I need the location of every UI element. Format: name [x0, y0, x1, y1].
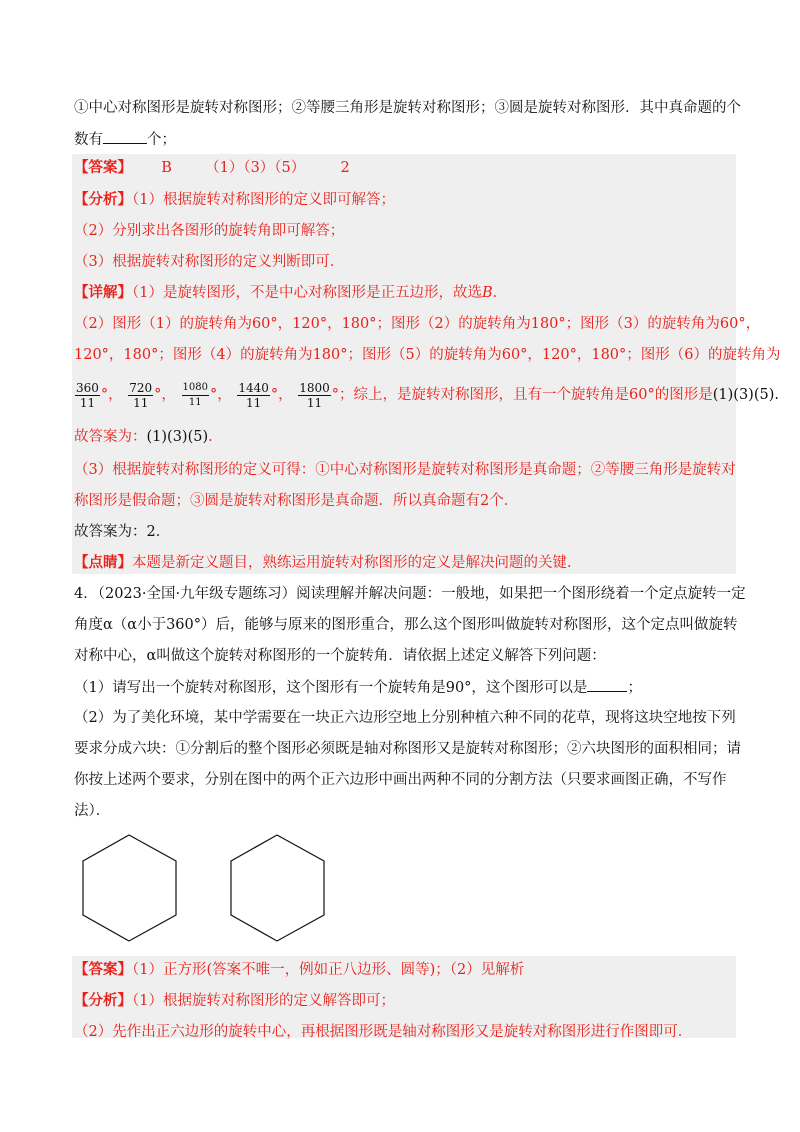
analysis-text: （1）根据旋转对称图形的定义解答即可； — [132, 993, 395, 1009]
answer-blank — [103, 129, 147, 144]
q3-statement-line1: ①中心对称图形是旋转对称图形；②等腰三角形是旋转对称图形；③圆是旋转对称图形．其中真命题的个 — [74, 100, 741, 116]
fraction: $\frac{720}{11}$ — [129, 380, 153, 410]
analysis-tag: 【分析】 — [74, 191, 132, 208]
answer-end: . — [208, 429, 213, 445]
q3-fractions-line — [74, 377, 779, 413]
answer-part2: （1）（3）（5） — [205, 160, 306, 176]
q4-analysis-line2: （2）先作出正六边形的旋转中心，再根据图形既是轴对称图形又是旋转对称图形进行作图即可． — [74, 1024, 693, 1040]
answer-prefix: 故答案为： — [74, 429, 147, 445]
fraction: $\frac{1440}{11}$ — [238, 380, 269, 410]
detail-choice: B — [481, 285, 493, 301]
analysis-tag: 【分析】 — [74, 992, 132, 1009]
result-end: . — [774, 387, 779, 403]
q3-statement-suffix: 个； — [147, 132, 176, 148]
q4-line5: （2）为了美化环境，某中学需要在一块正六边形空地上分别种植六种不同的花草，现将这块空地按下列 — [74, 710, 736, 726]
q4-line8: 法）． — [74, 803, 111, 819]
q3-detail-line1 — [74, 283, 734, 303]
q3-detail-answer2 — [74, 427, 734, 447]
detail-text: （1）是旋转图形，不是中心对称图形是正五边形，故选 — [132, 285, 482, 301]
summary-text: °；综上，是旋转对称图形，且有一个旋转角是60°的图形是 — [331, 387, 713, 403]
q4-analysis-line1 — [74, 991, 734, 1011]
separator: °， — [270, 387, 293, 403]
answer-tag: 【答案】 — [74, 961, 132, 978]
separator: °， — [154, 387, 176, 403]
q4-part1-end: ； — [627, 680, 642, 696]
q4-line1: 4．（2023·全国·九年级专题练习）阅读理解并解决问题：一般地，如果把一个图形绕着一个定点旋转一定 — [74, 586, 746, 602]
q3-analysis-line2: （2）分别求出各图形的旋转角即可解答； — [74, 223, 345, 239]
hexagon-figure-2 — [228, 832, 328, 944]
detail-end: ． — [492, 285, 508, 301]
hexagon-figure-1 — [80, 832, 180, 944]
answer-figures: (1)(3)(5) — [146, 429, 209, 445]
q3-statement-line2 — [74, 129, 734, 150]
q3-detail-line5: 称图形是假命题；③圆是旋转对称图形是真命题．所以真命题有2个． — [74, 493, 519, 509]
q4-line4 — [74, 677, 734, 698]
separator: °， — [209, 387, 232, 403]
q4-line2: 角度α（α小于360°）后，能够与原来的图形重合，那么这个图形叫做旋转对称图形，这个定点叫做旋转 — [74, 617, 738, 633]
q4-line6: 要求分成六块：①分割后的整个图形必须既是轴对称图形又是旋转对称图形；②六块图形的面积相同；请 — [74, 741, 741, 757]
result-figures: (1)(3)(5) — [712, 387, 775, 403]
q3-detail-line4: （3）根据旋转对称图形的定义可得：①中心对称图形是旋转对称图形是真命题；②等腰三角形是旋转对 — [74, 462, 736, 478]
fraction: $\frac{1800}{11}$ — [299, 380, 330, 410]
q4-answer-line — [74, 960, 734, 980]
q3-detail-answer3: 故答案为：2． — [74, 524, 171, 540]
fraction: $\frac{360}{11}$ — [76, 380, 99, 410]
answer-text: （1）正方形(答案不唯一，例如正八边形、圆等)；（2）见解析 — [132, 962, 525, 978]
detail-tag: 【详解】 — [74, 284, 132, 301]
q3-answer-line — [74, 158, 734, 178]
comment-tag: 【点睛】 — [74, 554, 132, 571]
q4-line7: 你按上述两个要求，分别在图中的两个正六边形中画出两种不同的分割方法（只要求画图正确，不写作 — [74, 772, 727, 788]
q3-detail-line2: （2）图形（1）的旋转角为60°，120°，180°；图形（2）的旋转角为180°；图形（3）的旋转角为60°， — [74, 316, 761, 332]
q3-analysis-line3: （3）根据旋转对称图形的定义判断即可． — [74, 254, 345, 270]
answer-tag: 【答案】 — [74, 159, 132, 176]
answer-part1: B — [161, 160, 172, 176]
q4-part1-text: （1）请写出一个旋转对称图形，这个图形有一个旋转角是90°，这个图形可以是 — [74, 680, 588, 696]
q3-statement-prefix: 数有 — [74, 132, 103, 148]
fraction: $\frac{1080}{11}$ — [182, 381, 208, 408]
q3-analysis-line1 — [74, 190, 734, 210]
answer-blank — [587, 677, 627, 692]
q3-detail-line3: 120°，180°；图形（4）的旋转角为180°；图形（5）的旋转角为60°，120°，180°；图形（6）的旋转角为 — [74, 347, 781, 363]
separator: °， — [100, 387, 123, 403]
analysis-text: （1）根据旋转对称图形的定义即可解答； — [132, 192, 395, 208]
comment-text: 本题是新定义题目，熟练运用旋转对称图形的定义是解决问题的关键． — [132, 555, 582, 571]
q4-line3: 对称中心，α叫做这个旋转对称图形的一个旋转角．请依据上述定义解答下列问题： — [74, 648, 606, 664]
q3-comment-line — [74, 553, 734, 573]
answer-part3: 2 — [340, 160, 350, 176]
